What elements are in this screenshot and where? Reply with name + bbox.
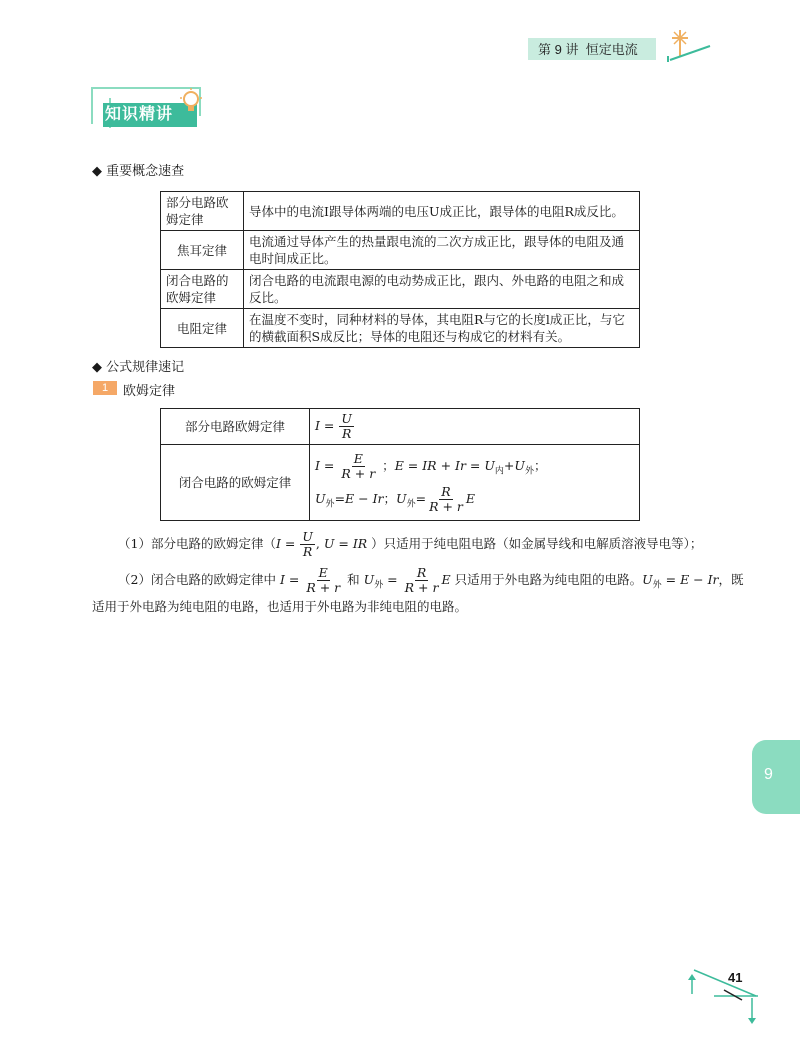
concept-key: 闭合电路的欧姆定律 <box>161 270 244 309</box>
concept-key: 焦耳定律 <box>161 231 244 270</box>
subsection-title: 欧姆定律 <box>123 384 176 399</box>
concept-value: 在温度不变时，同种材料的导体，其电阻R与它的长度l成正比，与它的横截面积S成反比；导体的电阻还与构成它的材料有关。 <box>244 309 640 348</box>
chapter-title: 恒定电流 <box>585 42 638 57</box>
section-heading-formulas: ◆ 公式规律速记 <box>92 360 185 375</box>
section-heading-concepts: ◆ 重要概念速查 <box>92 164 185 179</box>
chapter-header <box>538 39 638 58</box>
concept-value: 导体中的电流I跟导体两端的电压U成正比，跟导体的电阻R成反比。 <box>244 192 640 231</box>
concept-value: 电流通过导体产生的热量跟电流的二次方成正比，跟导体的电阻及通电时间成正比。 <box>244 231 640 270</box>
concept-key: 电阻定律 <box>161 309 244 348</box>
note-2: （2）闭合电路的欧姆定律中 I = $\frac{E}{R + r}$ 和 $U_外$ = $\frac{R}{R + r}$ E 只适用于外电路为纯电阻的电路。$U_外 = E - Ir$，既 <box>118 565 744 595</box>
table-row <box>161 231 640 270</box>
side-tab-number: 9 <box>764 766 773 783</box>
formula-cell: I = $\frac{U}{R}$ <box>310 409 640 445</box>
fraction: $\frac{U}{R}$ <box>341 411 352 441</box>
fraction: $\frac{R}{R + r}$ <box>404 565 439 595</box>
fraction: $\frac{E}{R + r}$ <box>341 450 376 481</box>
subsection-number: 1 <box>93 381 117 395</box>
table-row <box>161 445 640 521</box>
chapter-side-tab <box>752 740 800 814</box>
concept-value: 闭合电路的电流跟电源的电动势成正比，跟内、外电路的电阻之和成反比。 <box>244 270 640 309</box>
note-2-continued: 适用于外电路为纯电阻的电路，也适用于外电路为非纯电阻的电路。 <box>92 599 468 614</box>
chapter-number: 第 9 讲 <box>538 42 579 57</box>
table-row <box>161 192 640 231</box>
table-row <box>161 270 640 309</box>
formula-key: 部分电路欧姆定律 <box>161 409 310 445</box>
note-1: （1）部分电路的欧姆定律（I = $\frac{U}{R}$ , U = IR ）只适用于纯电阻电路（如金属导线和电解质溶液导电等）； <box>118 529 703 559</box>
page-number: 41 <box>728 970 743 985</box>
concept-key: 部分电路欧姆定律 <box>161 192 244 231</box>
fraction: $\frac{R}{R + r}$ <box>429 483 463 514</box>
ohm-law-table <box>160 408 640 521</box>
section-badge: 知识精讲 <box>103 103 197 127</box>
formula-cell: I = $\frac{E}{R + r}$ ；E = IR + $Ir = U_内+U_外$； $U_外=E - Ir$；$U_外=$ $\frac{R}{R + r}$ E <box>310 445 640 521</box>
footer-decoration <box>684 964 764 1026</box>
concept-table <box>160 191 640 348</box>
formula-key: 闭合电路的欧姆定律 <box>161 445 310 521</box>
table-row <box>161 309 640 348</box>
table-row <box>161 409 640 445</box>
windmill-icon <box>660 26 716 64</box>
fraction: $\frac{U}{R}$ <box>302 529 313 559</box>
fraction: $\frac{E}{R + r}$ <box>306 565 341 595</box>
lightbulb-icon <box>178 88 204 116</box>
